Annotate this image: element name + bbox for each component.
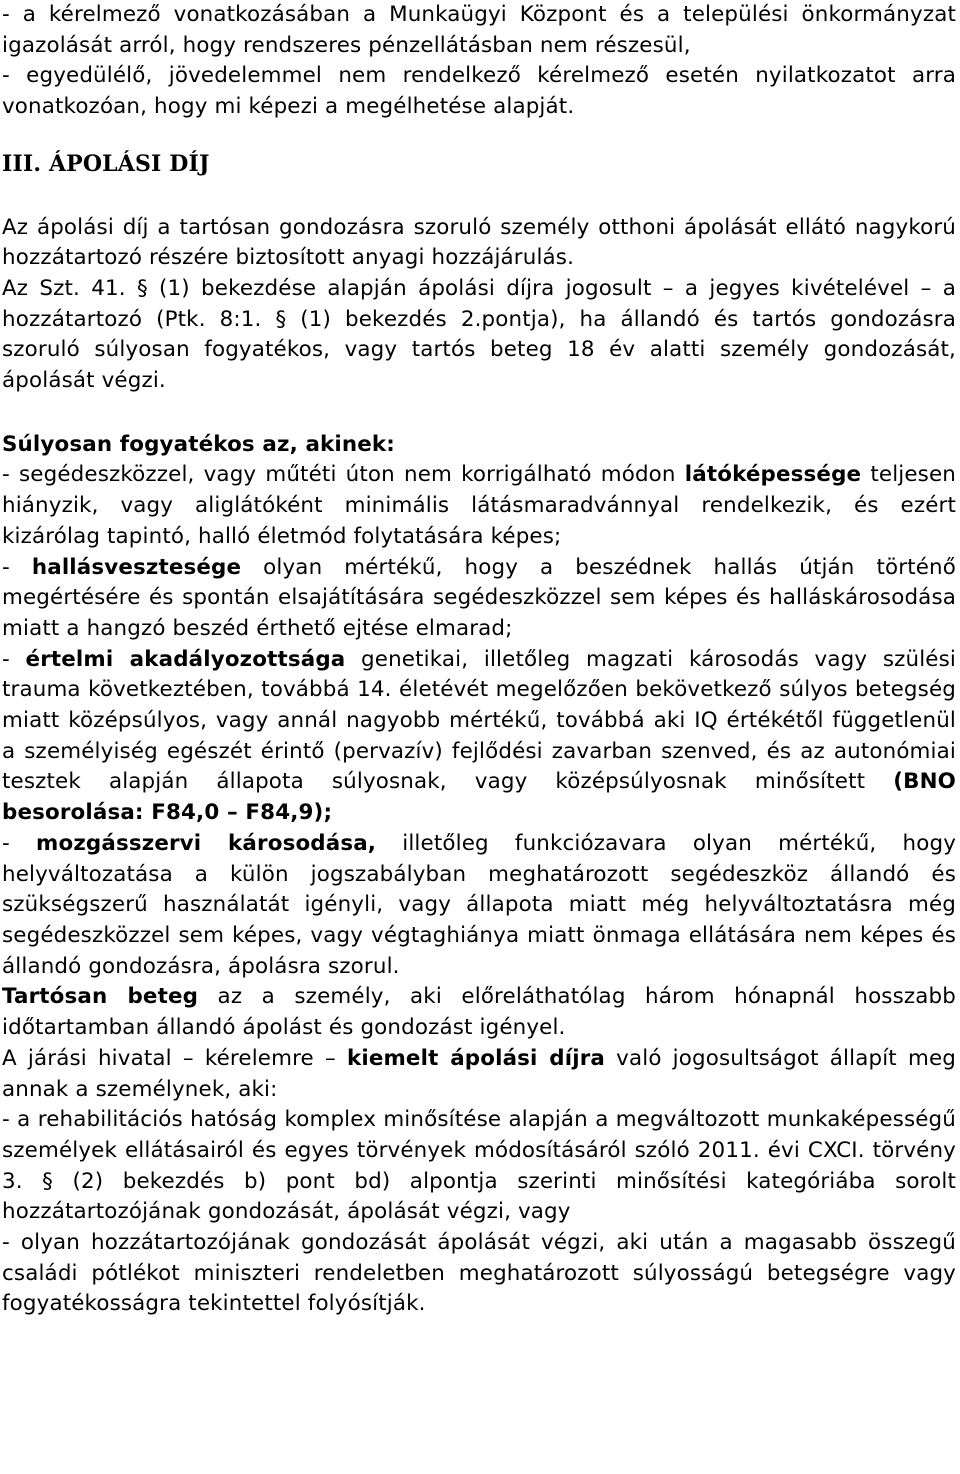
intellect-item	[2, 645, 956, 829]
section-title: III. ÁPOLÁSI DÍJ	[2, 150, 210, 177]
intro-paragraph-2: - egyedülélő, jövedelemmel nem rendelkező kérelmező esetén nyilatkozatot arra vonatkozóan, hogy mi képezi a megélhetése alapját.	[2, 63, 956, 120]
spacer	[2, 397, 956, 430]
kiemelt-paragraph	[2, 1044, 956, 1105]
hearing-bold: hallásvesztesége	[31, 554, 242, 580]
vision-pre: - segédeszközzel, vagy műtéti úton nem korrigálható módon	[2, 462, 685, 488]
eligibility-paragraph: Az Szt. 41. § (1) bekezdése alapján ápolási díjra jogosult – a jegyes kivételével – a hozzátartozó (Ptk. 8:1. § (1) bekezdés 2.pontja), ha állandó és tartós gondozásra szoruló súlyosan fogyatékos, vagy tartós beteg 18 év alatti személy gondozását, ápolását végzi.	[2, 275, 956, 394]
kiemelt-bold: kiemelt ápolási díjra	[346, 1045, 606, 1071]
intellect-bno: (BNO besorolása: F84,0 – F84,9);	[2, 769, 956, 826]
disabled-heading-text: Súlyosan fogyatékos az, akinek:	[2, 431, 396, 457]
hearing-item	[2, 553, 956, 645]
hearing-post: olyan mértékű, hogy a beszédnek hallás útján történő megértésére és spontán elsajátítására segédeszközzel sem képes és halláskárosodása miatt a hangzó beszéd érthető ejtése elmarad;	[2, 554, 956, 641]
motor-post: illetőleg funkciózavara olyan mértékű, hogy helyváltozatása a külön jogszabályban meghatározott segédeszköz állandó és szükségszerű használatát igényli, vagy állapota miatt még helyváltoztatásra még segédeszközzel sem képes, vagy végtaghiánya miatt önmaga ellátására nem képes és állandó gondozásra, ápolásra szorul.	[2, 830, 956, 979]
intro-paragraph-1: - a kérelmező vonatkozásában a Munkaügyi Központ és a települési önkormányzat igazolását arról, hogy rendszeres pénzellátásban nem részesül,	[2, 2, 956, 58]
motor-pre: -	[2, 830, 37, 856]
chronic-bold: Tartósan beteg	[2, 984, 199, 1010]
intellect-bold: értelmi akadályozottsága	[25, 646, 346, 672]
kiemelt-item-2: - olyan hozzátartozójának gondozását ápolását végzi, aki után a magasabb összegű családi pótlékot miniszteri rendeletben meghatározott súlyosságú betegségre vagy fogyatékosságra tekintettel folyósítják.	[2, 1230, 956, 1317]
kiemelt-post: való jogosultságot állapít meg annak a személynek, aki:	[2, 1045, 956, 1102]
motor-bold: mozgásszervi károsodása,	[36, 830, 377, 856]
hearing-pre: -	[2, 554, 32, 580]
disabled-heading	[2, 430, 956, 461]
kiemelt-item-1: - a rehabilitációs hatóság komplex minősítése alapján a megváltozott munkaképességű személyek ellátásairól és egyes törvények módosításáról szóló 2011. évi CXCI. törvény 3. § (2) bekezdés b) pont bd) alpontja szerinti minősítési kategóriába sorolt hozzátartozójának gondozását, ápolását végzi, vagy	[2, 1107, 956, 1225]
definition-paragraph: Az ápolási díj a tartósan gondozásra szoruló személy otthoni ápolását ellátó nagykorú hozzátartozó részére biztosított anyagi hozzájárulás.	[2, 214, 956, 271]
vision-post: teljesen hiányzik, vagy aliglátóként minimális látásmaradvánnyal rendelkezik, és ezért kizárólag tapintó, halló életmód folytatására képes;	[2, 462, 956, 549]
spacer	[2, 123, 956, 149]
kiemelt-pre: A járási hivatal – kérelemre –	[2, 1045, 347, 1071]
vision-item	[2, 460, 956, 552]
intellect-post: genetikai, illetőleg magzati károsodás vagy szülési trauma következtében, továbbá 14. életévét megelőzően bekövetkező súlyos betegség miatt középsúlyos, vagy annál nagyobb mértékű, továbbá aki IQ értékétől függetlenül a személyiség egészét érintő (pervazív) fejlődési zavarban szenved, és az autonómiai tesztek alapján állapota súlyosnak, vagy középsúlyosnak minősített	[2, 646, 956, 795]
chronic-post: az a személy, aki előreláthatólag három hónapnál hosszabb időtartamban állandó ápolást és gondozást igényel.	[2, 984, 956, 1041]
motor-item	[2, 829, 956, 983]
spacer	[2, 180, 956, 213]
intellect-pre: -	[2, 646, 26, 672]
chronic-paragraph	[2, 982, 956, 1043]
vision-bold: látóképessége	[684, 462, 862, 488]
